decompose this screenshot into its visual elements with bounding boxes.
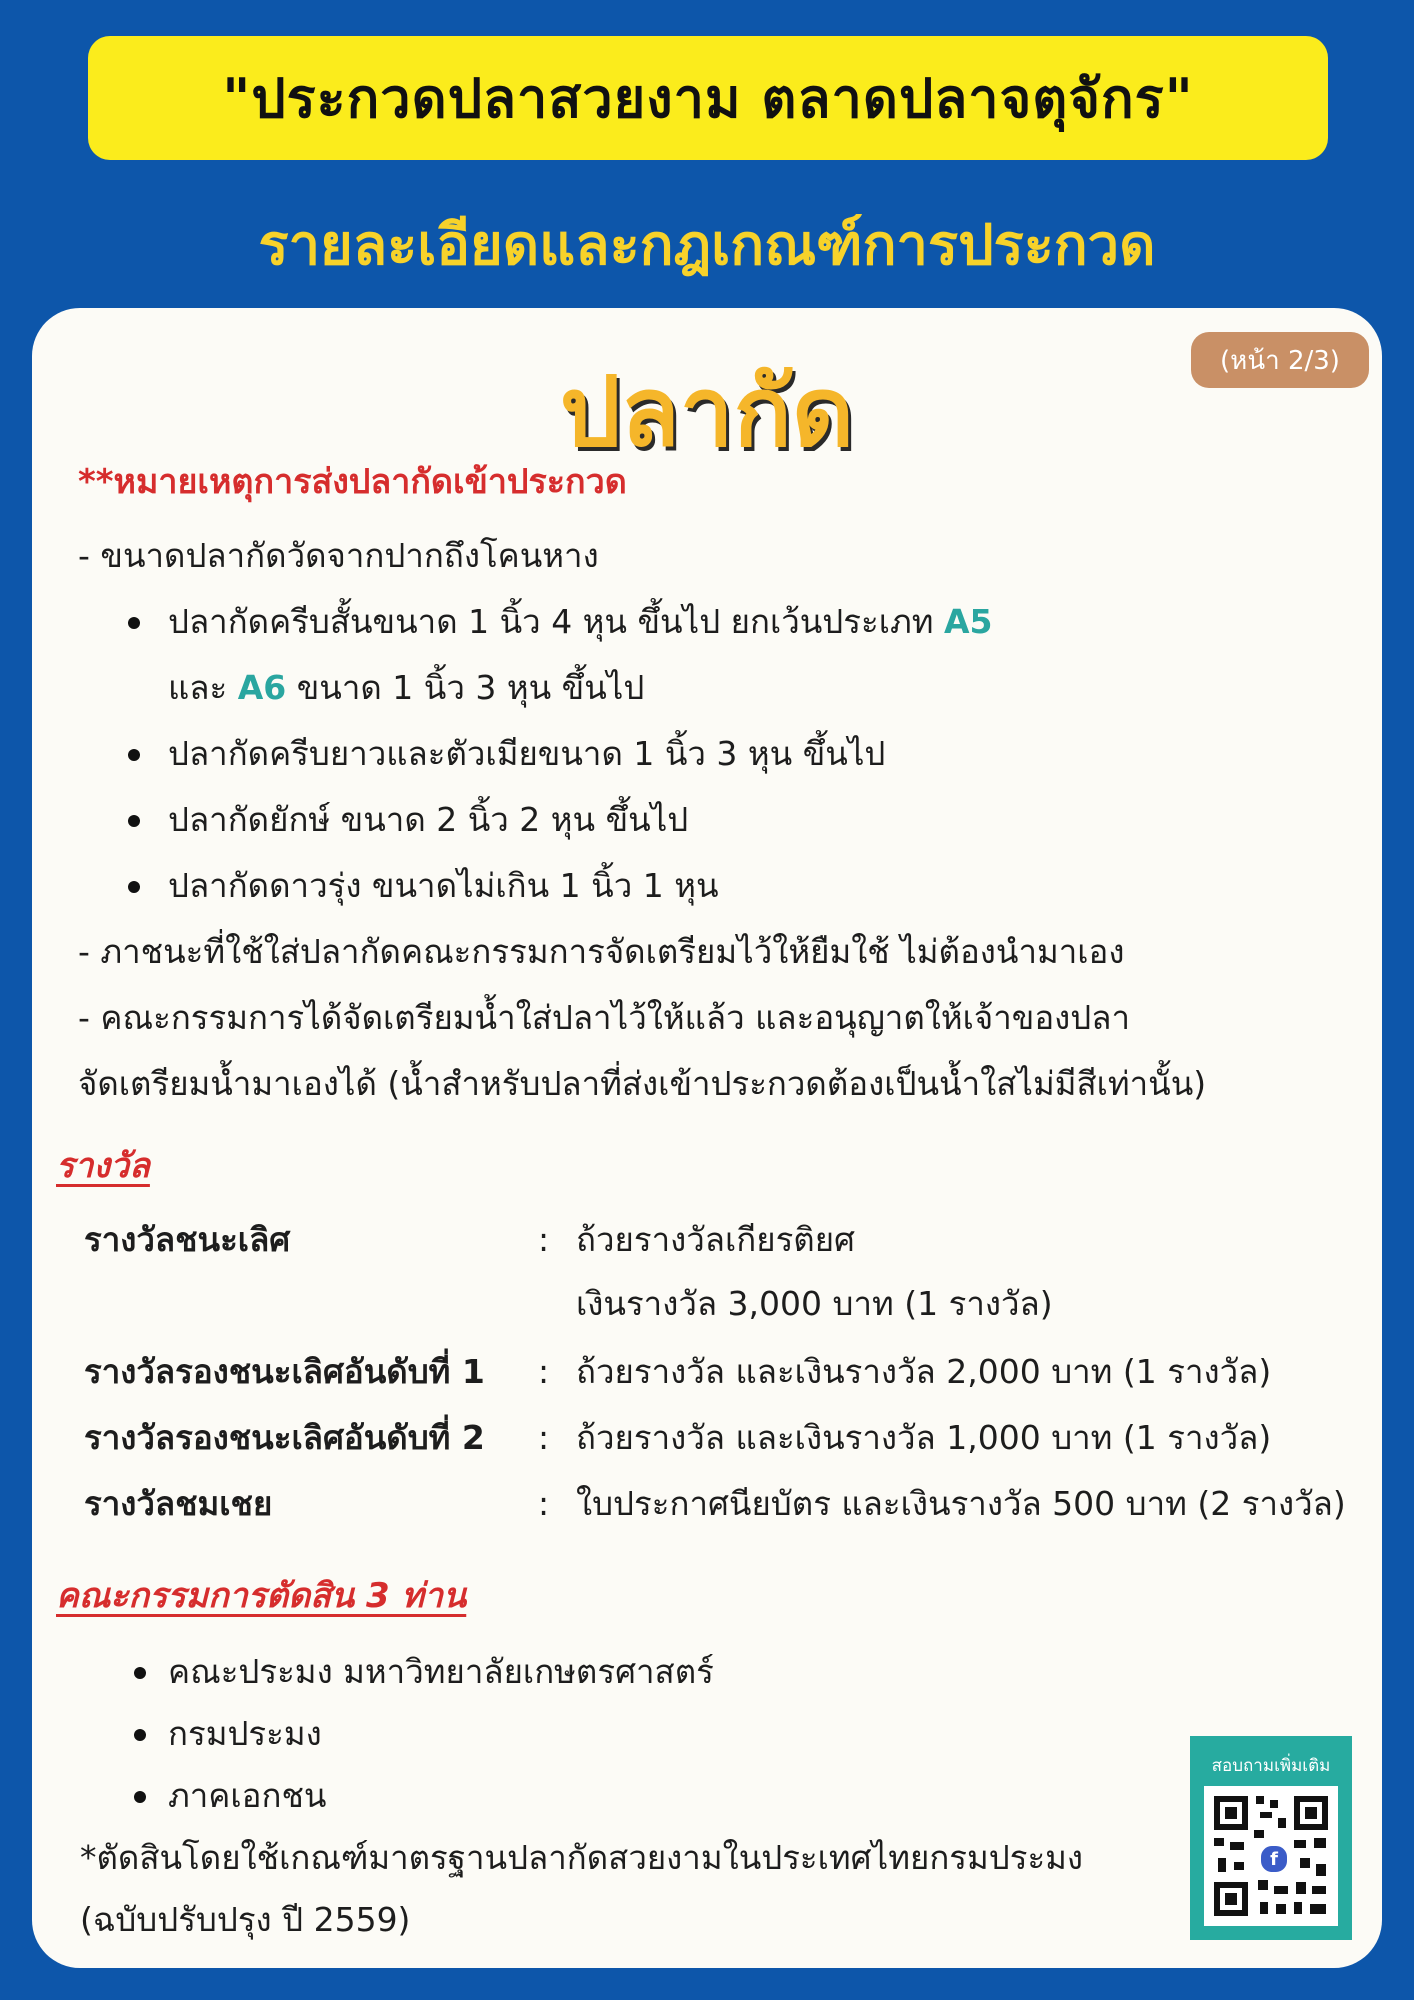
prize-colon: : [538,1418,550,1457]
prizes-heading: รางวัล [56,1146,150,1186]
judge-item: ภาคเอกชน [168,1776,327,1815]
prize-colon: : [538,1352,550,1391]
title-banner [88,36,1328,160]
judges-footnote-cont: (ฉบับปรับปรุง ปี 2559) [80,1900,411,1939]
page-subtitle: รายละเอียดและกฎเกณฑ์การประกวด [258,213,1156,278]
note-bullet-giant: ปลากัดยักษ์ ขนาด 2 นิ้ว 2 หุน ขึ้นไป [168,800,689,839]
prize-label: รางวัลชมเชย [84,1484,273,1523]
judge-item: กรมประมง [168,1714,322,1753]
judge-item: คณะประมง มหาวิทยาลัยเกษตรศาสตร์ [168,1652,714,1691]
prize-colon: : [538,1484,550,1523]
class-a6-label: A6 [237,668,287,707]
note-water-2: จัดเตรียมน้ำมาเองได้ (น้ำสำหรับปลาที่ส่งเข้าประกวดต้องเป็นน้ำใสไม่มีสีเท่านั้น) [78,1064,1207,1103]
note-bullet-shortfin [168,602,993,642]
bullet-dot [128,881,140,893]
qr-title: สอบถามเพิ่มเติม [1211,1756,1331,1776]
note-bullet-shortfin-cont [168,668,644,708]
bullet-dot [134,1791,146,1803]
page-title: "ประกวดปลาสวยงาม ตลาดปลาจตุจักร" [222,67,1194,130]
bullet-dot [128,815,140,827]
judges-heading: คณะกรรมการตัดสิน 3 ท่าน [56,1576,467,1616]
prize-colon: : [538,1220,550,1259]
prize-value: ถ้วยรางวัลเกียรติยศ [576,1220,856,1259]
note-bullet-rising-star: ปลากัดดาวรุ่ง ขนาดไม่เกิน 1 นิ้ว 1 หุน [168,866,719,905]
bullet-dot [134,1729,146,1741]
note-water-1: - คณะกรรมการได้จัดเตรียมน้ำใส่ปลาไว้ให้แล้ว และอนุญาตให้เจ้าของปลา [78,998,1130,1037]
note-bullet-shortfin-text: ปลากัดครีบสั้นขนาด 1 นิ้ว 4 หุน ขึ้นไป ยกเว้นประเภท [168,602,944,641]
note-bullet-longfin: ปลากัดครีบยาวและตัวเมียขนาด 1 นิ้ว 3 หุน ขึ้นไป [168,734,886,773]
note-container: - ภาชนะที่ใช้ใส่ปลากัดคณะกรรมการจัดเตรียมไว้ให้ยืมใช้ ไม่ต้องนำมาเอง [78,932,1125,971]
bullet-dot [134,1667,146,1679]
prize-value: ถ้วยรางวัล และเงินรางวัล 1,000 บาท (1 รางวัล) [576,1418,1272,1457]
bullet-dot [128,749,140,761]
class-a5-label: A5 [943,602,993,641]
category-heading: ปลากัด [559,356,855,468]
note-measure: - ขนาดปลากัดวัดจากปากถึงโคนหาง [78,536,599,575]
page-number-badge: (หน้า 2/3) [1191,332,1369,388]
prize-value-cont: เงินรางวัล 3,000 บาท (1 รางวัล) [576,1284,1053,1323]
prize-label: รางวัลรองชนะเลิศอันดับที่ 1 [84,1352,485,1391]
judges-footnote: *ตัดสินโดยใช้เกณฑ์มาตรฐานปลากัดสวยงามในประเทศไทยกรมประมง [80,1838,1084,1877]
note-bullet-shortfin-and: และ [168,668,238,707]
prize-value: ใบประกาศนียบัตร และเงินรางวัล 500 บาท (2 รางวัล) [576,1484,1346,1523]
qr-contact-box[interactable] [1190,1736,1352,1940]
prize-label: รางวัลรองชนะเลิศอันดับที่ 2 [84,1418,485,1457]
note-bullet-shortfin-size: ขนาด 1 นิ้ว 3 หุน ขึ้นไป [286,668,645,707]
prize-label: รางวัลชนะเลิศ [84,1220,291,1259]
facebook-icon: f [1259,1844,1289,1874]
bullet-dot [128,617,140,629]
prize-value: ถ้วยรางวัล และเงินรางวัล 2,000 บาท (1 รางวัล) [576,1352,1272,1391]
notes-title: **หมายเหตุการส่งปลากัดเข้าประกวด [78,462,627,502]
qr-code-icon[interactable] [1204,1786,1338,1926]
